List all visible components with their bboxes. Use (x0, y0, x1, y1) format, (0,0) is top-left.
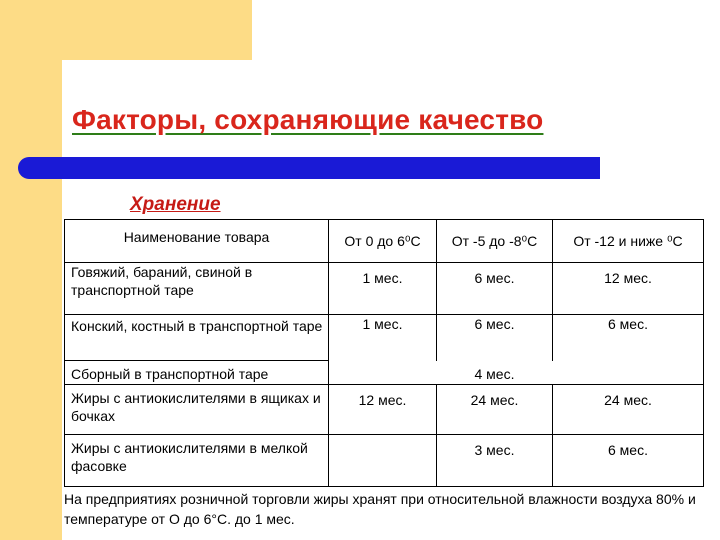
slide-title: Факторы, сохраняющие качество (72, 104, 544, 135)
storage-term: 24 мес. (553, 385, 704, 435)
storage-term: 3 мес. (437, 435, 553, 487)
column-header-product: Наименование товара (65, 220, 329, 263)
storage-footnote: На предприятиях розничной торговли жиры хранят при относительной влажности воздуха 80% и температуре от О до 6°С. до 1 мес. (64, 491, 696, 527)
decor-top-band (0, 0, 252, 60)
storage-term: 12 мес. (329, 385, 437, 435)
storage-term: 6 мес. (437, 315, 553, 361)
column-header-12: От -12 и ниже ⁰С (553, 220, 704, 263)
product-name: Жиры с антиокислителями в мелкой фасовке (65, 435, 329, 487)
product-name: Конский, костный в транспортной таре (65, 315, 329, 361)
table-row (65, 315, 704, 361)
section-subtitle: Хранение (130, 194, 221, 215)
product-name: Жиры с антиокислителями в ящиках и бочках (65, 385, 329, 435)
title-underline-bar (18, 157, 600, 179)
storage-term (329, 361, 437, 385)
storage-term: 1 мес. (329, 263, 437, 315)
storage-term: 6 мес. (553, 435, 704, 487)
table-row (65, 435, 704, 487)
column-header-0-6: От 0 до 6⁰С (329, 220, 437, 263)
table-row (65, 385, 704, 435)
table-row (65, 263, 704, 315)
storage-table (64, 219, 704, 487)
storage-term: 24 мес. (437, 385, 553, 435)
table-row (65, 361, 704, 385)
storage-term: 6 мес. (553, 315, 704, 361)
storage-term: 6 мес. (437, 263, 553, 315)
column-header-5-8: От -5 до -8⁰С (437, 220, 553, 263)
product-name: Сборный в транспортной таре (65, 361, 329, 385)
storage-term: 12 мес. (553, 263, 704, 315)
table-header-row (65, 220, 704, 263)
storage-term (553, 361, 704, 385)
storage-term: 1 мес. (329, 315, 437, 361)
storage-term (329, 435, 437, 487)
decor-left-band (0, 0, 62, 540)
storage-term: 4 мес. (437, 361, 553, 385)
product-name: Говяжий, бараний, свиной в транспортной таре (65, 263, 329, 315)
